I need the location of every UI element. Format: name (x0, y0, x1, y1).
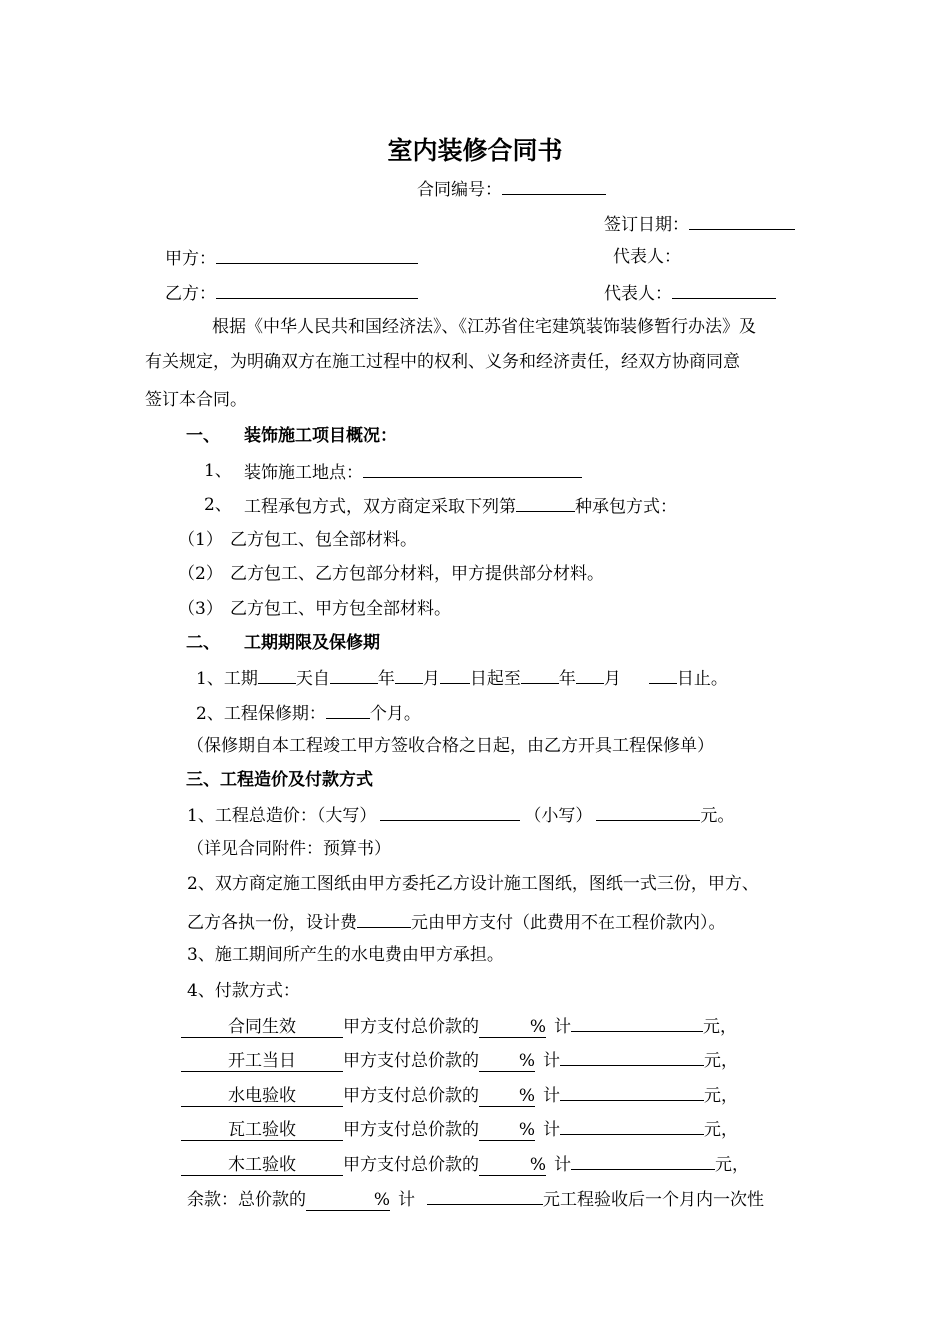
payment-percent-field[interactable]: % (479, 1017, 546, 1038)
option-3-text: 乙方包工、甲方包全部材料。 (230, 599, 451, 619)
payment-unit: 元， (715, 1155, 749, 1175)
s1-item2-number: 2、 (204, 495, 232, 515)
payment-ji: 计 (554, 1017, 571, 1037)
section-1-heading: 装饰施工项目概况： (244, 426, 397, 446)
construction-site-field[interactable] (363, 460, 582, 478)
party-b-rep-line (604, 281, 776, 305)
day-start-text: 日起至 (469, 669, 521, 689)
day-end-text: 日止。 (676, 669, 728, 689)
month-text: 月 (422, 669, 440, 689)
option-1-number: （1） (178, 530, 223, 550)
balance-amount-field[interactable] (427, 1187, 543, 1205)
total-price-small-label: （小写） (524, 806, 593, 826)
work-period-label: 1、工期 (196, 669, 258, 689)
payment-ji: 计 (543, 1120, 560, 1140)
end-month-field[interactable] (576, 666, 604, 684)
sign-date-field[interactable] (689, 212, 795, 230)
end-year-field[interactable] (521, 666, 559, 684)
design-fee-text-b: 元由甲方支付（此费用不在工程价款内）。 (411, 913, 726, 933)
payment-amount-field[interactable] (560, 1083, 704, 1101)
payment-unit: 元， (704, 1051, 738, 1071)
payment-stage: 合同生效 (181, 1017, 343, 1038)
payment-ji: 计 (554, 1155, 571, 1175)
utilities-line: 3、施工期间所产生的水电费由甲方承担。 (187, 945, 504, 965)
end-day-field[interactable] (649, 666, 677, 684)
party-b-field[interactable] (216, 281, 418, 299)
party-a-rep-label: 代表人： (613, 247, 681, 267)
construction-site-label: 装饰施工地点： (244, 463, 363, 483)
party-a-label: 甲方： (165, 249, 216, 269)
payment-row (181, 1083, 738, 1107)
payment-percent-field[interactable]: % (479, 1155, 546, 1176)
balance-rest-text: 元工程验收后一个月内一次性 (543, 1190, 764, 1210)
sign-date-label: 签订日期： (604, 215, 689, 235)
payment-unit: 元， (704, 1086, 738, 1106)
section-2-heading: 工期期限及保修期 (244, 633, 380, 653)
payment-unit: 元， (704, 1120, 738, 1140)
payment-percent-field[interactable]: % (479, 1120, 535, 1141)
party-b-rep-field[interactable] (672, 281, 776, 299)
balance-ji: 计 (398, 1190, 415, 1210)
see-attachment-note: （详见合同附件：预算书） (187, 839, 391, 859)
design-fee-field[interactable] (357, 910, 411, 928)
payment-stage: 水电验收 (181, 1086, 343, 1107)
warranty-unit: 个月。 (369, 704, 421, 724)
party-a-rep-line (613, 246, 681, 268)
balance-label: 余款：总价款的 (187, 1190, 306, 1210)
work-days-field[interactable] (258, 666, 296, 684)
section-1-number: 一、 (186, 426, 220, 446)
section-2-number: 二、 (186, 633, 220, 653)
balance-line (187, 1187, 764, 1211)
intro-line-1: 根据《中华人民共和国经济法》、《江苏省住宅建筑装饰装修暂行办法》及 (212, 317, 756, 337)
option-2-number: （2） (178, 564, 223, 584)
intro-line-2: 有关规定，为明确双方在施工过程中的权利、义务和经济责任，经双方协商同意 (145, 352, 740, 372)
party-b-label: 乙方： (165, 284, 216, 304)
payment-text: 甲方支付总价款的 (343, 1155, 479, 1175)
payment-stage: 开工当日 (181, 1051, 343, 1072)
contract-mode-text-a: 工程承包方式，双方商定采取下列第 (244, 497, 516, 517)
payment-percent-field[interactable]: % (479, 1086, 535, 1107)
party-a-field[interactable] (216, 246, 418, 264)
payment-stage: 木工验收 (181, 1155, 343, 1176)
payment-text: 甲方支付总价款的 (343, 1086, 479, 1106)
payment-percent-field[interactable]: % (479, 1051, 535, 1072)
total-price-words-field[interactable] (380, 803, 520, 821)
party-b-rep-label: 代表人： (604, 284, 672, 304)
intro-line-3: 签订本合同。 (145, 390, 247, 410)
year-text: 年 (377, 669, 395, 689)
design-line-2 (187, 910, 726, 934)
design-line-1: 2、双方商定施工图纸由甲方委托乙方设计施工图纸，图纸一式三份，甲方、 (187, 874, 759, 894)
contract-mode-field[interactable] (516, 494, 575, 512)
payment-text: 甲方支付总价款的 (343, 1017, 479, 1037)
start-day-field[interactable] (440, 666, 470, 684)
party-b-line (165, 281, 418, 305)
payment-row (181, 1014, 737, 1038)
warranty-months-field[interactable] (326, 701, 370, 719)
payment-row (181, 1152, 749, 1176)
end-month-text: 月 (603, 669, 621, 689)
document-title: 室内装修合同书 (387, 136, 563, 165)
payment-ji: 计 (543, 1086, 560, 1106)
warranty-label: 2、工程保修期： (196, 704, 326, 724)
work-period-line (196, 666, 728, 690)
contract-number-field[interactable] (502, 177, 606, 195)
contract-number-label: 合同编号： (417, 180, 502, 200)
warranty-note: （保修期自本工程竣工甲方签收合格之日起，由乙方开具工程保修单） (187, 736, 714, 756)
total-price-unit: 元。 (700, 806, 735, 826)
sign-date-line (604, 212, 795, 236)
balance-percent-field[interactable]: % (306, 1190, 390, 1211)
total-price-line (187, 803, 734, 827)
payment-amount-field[interactable] (560, 1048, 704, 1066)
total-price-number-field[interactable] (596, 803, 700, 821)
payment-ji: 计 (543, 1051, 560, 1071)
s1-item1-line (244, 460, 582, 484)
contract-number-line (417, 177, 606, 201)
payment-amount-field[interactable] (571, 1152, 715, 1170)
s1-item1-number: 1、 (204, 461, 232, 481)
payment-amount-field[interactable] (571, 1014, 703, 1032)
option-2-text: 乙方包工、乙方包部分材料，甲方提供部分材料。 (230, 564, 604, 584)
period-from-text: 天自 (295, 669, 330, 689)
end-year-text: 年 (558, 669, 576, 689)
payment-amount-field[interactable] (560, 1117, 704, 1135)
payment-unit: 元， (703, 1017, 737, 1037)
payment-method-label: 4、付款方式： (187, 981, 300, 1001)
start-year-field[interactable] (330, 666, 378, 684)
payment-text: 甲方支付总价款的 (343, 1051, 479, 1071)
payment-row (181, 1117, 738, 1141)
party-a-line (165, 246, 418, 270)
payment-stage: 瓦工验收 (181, 1120, 343, 1141)
start-month-field[interactable] (395, 666, 423, 684)
contract-mode-text-b: 种承包方式： (575, 497, 677, 517)
option-3-number: （3） (178, 599, 223, 619)
design-fee-text-a: 乙方各执一份，设计费 (187, 913, 357, 933)
warranty-line (196, 701, 421, 725)
section-3-heading: 三、工程造价及付款方式 (186, 770, 373, 790)
option-1-text: 乙方包工、包全部材料。 (230, 530, 417, 550)
s1-item2-line (244, 494, 677, 518)
payment-text: 甲方支付总价款的 (343, 1120, 479, 1140)
payment-row (181, 1048, 738, 1072)
total-price-label: 1、工程总造价：（大写） (187, 806, 377, 826)
